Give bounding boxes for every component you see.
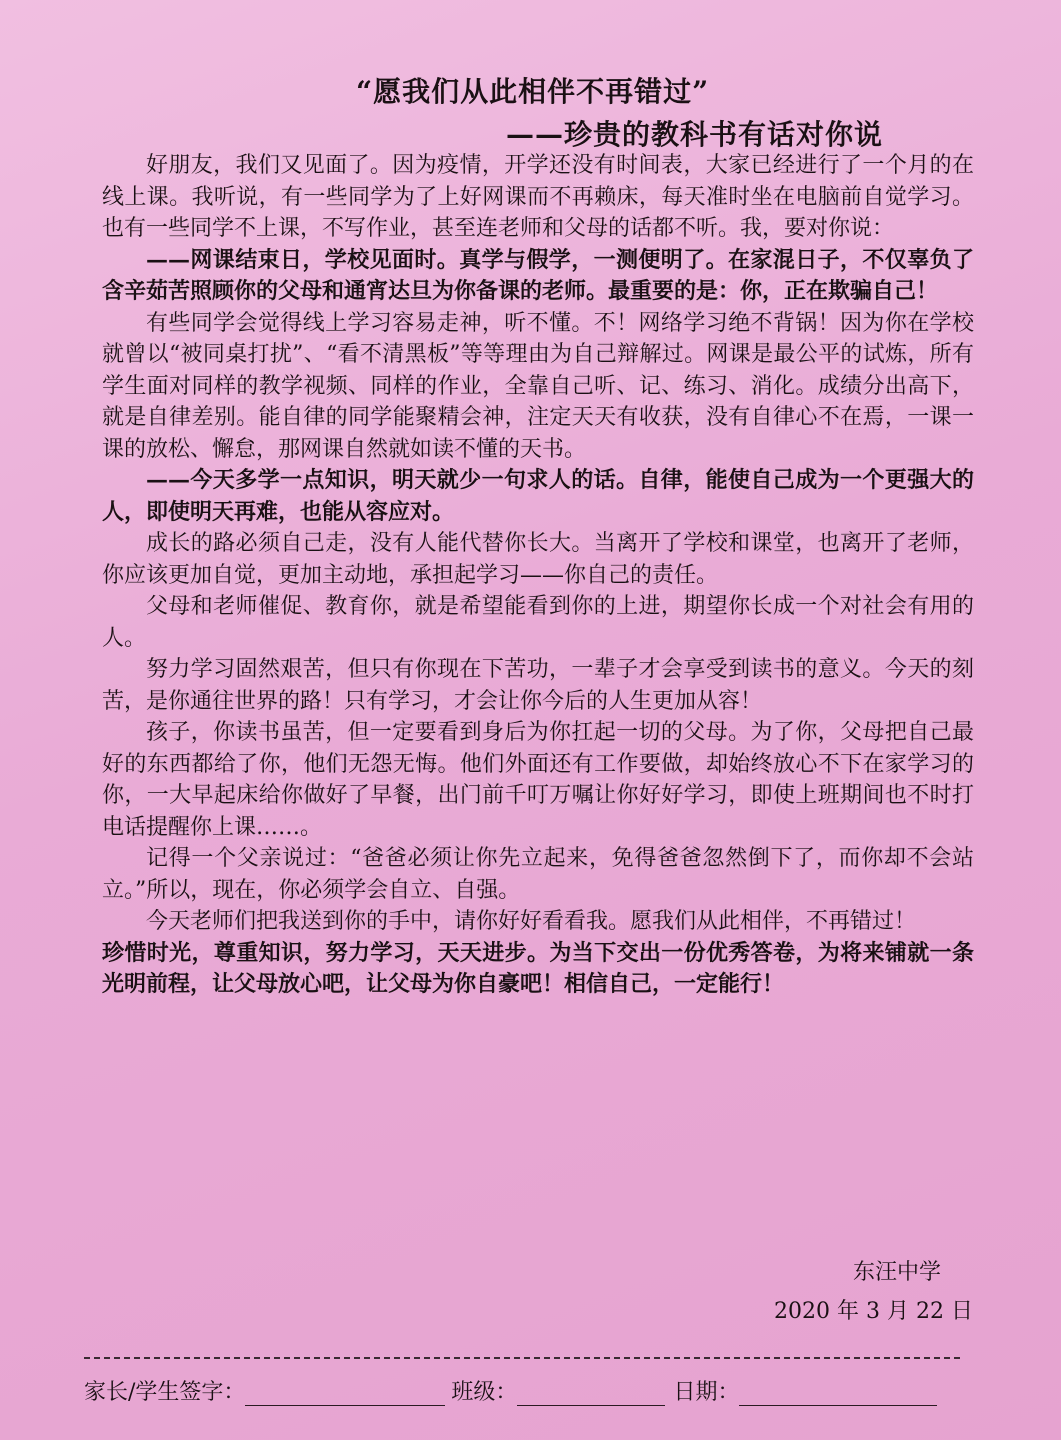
paragraph-8: 孩子，你读书虽苦，但一定要看到身后为你扛起一切的父母。为了你，父母把自己最好的东西都给了你，他们无怨无悔。他们外面还有工作要做，却始终放心不下在家学习的你，一大早起床给你做好了早餐，出门前千叮万嘱让你好好学习，即使上班期间也不时打电话提醒你上课……。 (102, 720, 974, 840)
paragraph-4-emphasis: ——今天多学一点知识，明天就少一句求人的话。自律，能使自己成为一个更强大的人，即使明天再难，也能从容应对。 (102, 467, 974, 525)
paragraph-9: 记得一个父亲说过：“爸爸必须让你先立起来，免得爸爸忽然倒下了，而你却不会站立。”所以，现在，你必须学会自立、自强。 (102, 846, 974, 903)
paragraph-2-emphasis: ——网课结束日，学校见面时。真学与假学，一测便明了。在家混日子，不仅辜负了含辛茹苦照顾你的父母和通宵达旦为你备课的老师。最重要的是：你，正在欺骗自己！ (102, 246, 974, 304)
paragraph-7: 努力学习固然艰苦，但只有你现在下苦功，一辈子才会享受到读书的意义。今天的刻苦，是你通往世界的路！只有学习，才会让你今后的人生更加从容！ (102, 657, 974, 714)
class-blank[interactable] (517, 1381, 665, 1406)
signature-label: 家长/学生签字： (84, 1380, 246, 1405)
letter-title: “愿我们从此相伴不再错过” (356, 75, 710, 108)
paragraph-10: 今天老师们把我送到你的手中，请你好好看看我。愿我们从此相伴，不再错过！ (146, 909, 917, 934)
letter-body (102, 150, 974, 1001)
class-label: 班级： (451, 1380, 518, 1405)
school-signature: 东汪中学 (852, 1260, 941, 1285)
letter-subtitle: ——珍贵的教科书有话对你说 (506, 118, 884, 151)
letter-date: 2020 年 3 月 22 日 (774, 1299, 973, 1324)
paragraph-3: 有些同学会觉得线上学习容易走神，听不懂。不！网络学习绝不背锅！因为你在学校就曾以“被同桌打扰”、“看不清黑板”等等理由为自己辩解过。网课是最公平的试炼，所有学生面对同样的教学视频、同样的作业，全靠自己听、记、练习、消化。成绩分出高下，就是自律差别。能自律的同学能聚精会神，注定天天有收获，没有自律心不在焉，一课一课的放松、懈怠，那网课自然就如读不懂的天书。 (102, 310, 974, 462)
date-label: 日期： (673, 1380, 740, 1405)
paragraph-1: 好朋友，我们又见面了。因为疫情，开学还没有时间表，大家已经进行了一个月的在线上课。我听说，有一些同学为了上好网课而不再赖床，每天准时坐在电脑前自觉学习。也有一些同学不上课，不写作业，甚至连老师和父母的话都不听。我，要对你说： (102, 153, 974, 241)
paragraph-6: 父母和老师催促、教育你，就是希望能看到你的上进，期望你长成一个对社会有用的人。 (102, 594, 974, 651)
cut-line-divider (84, 1357, 960, 1359)
date-blank[interactable] (739, 1381, 937, 1406)
paragraph-5: 成长的路必须自己走，没有人能代替你长大。当离开了学校和课堂，也离开了老师，你应该更加自觉，更加主动地，承担起学习——你自己的责任。 (102, 531, 974, 588)
signature-form (84, 1375, 964, 1406)
paragraph-11-emphasis: 珍惜时光，尊重知识，努力学习，天天进步。为当下交出一份优秀答卷，为将来铺就一条光明前程，让父母放心吧，让父母为你自豪吧！相信自己，一定能行！ (102, 939, 974, 997)
signature-blank[interactable] (245, 1381, 445, 1406)
